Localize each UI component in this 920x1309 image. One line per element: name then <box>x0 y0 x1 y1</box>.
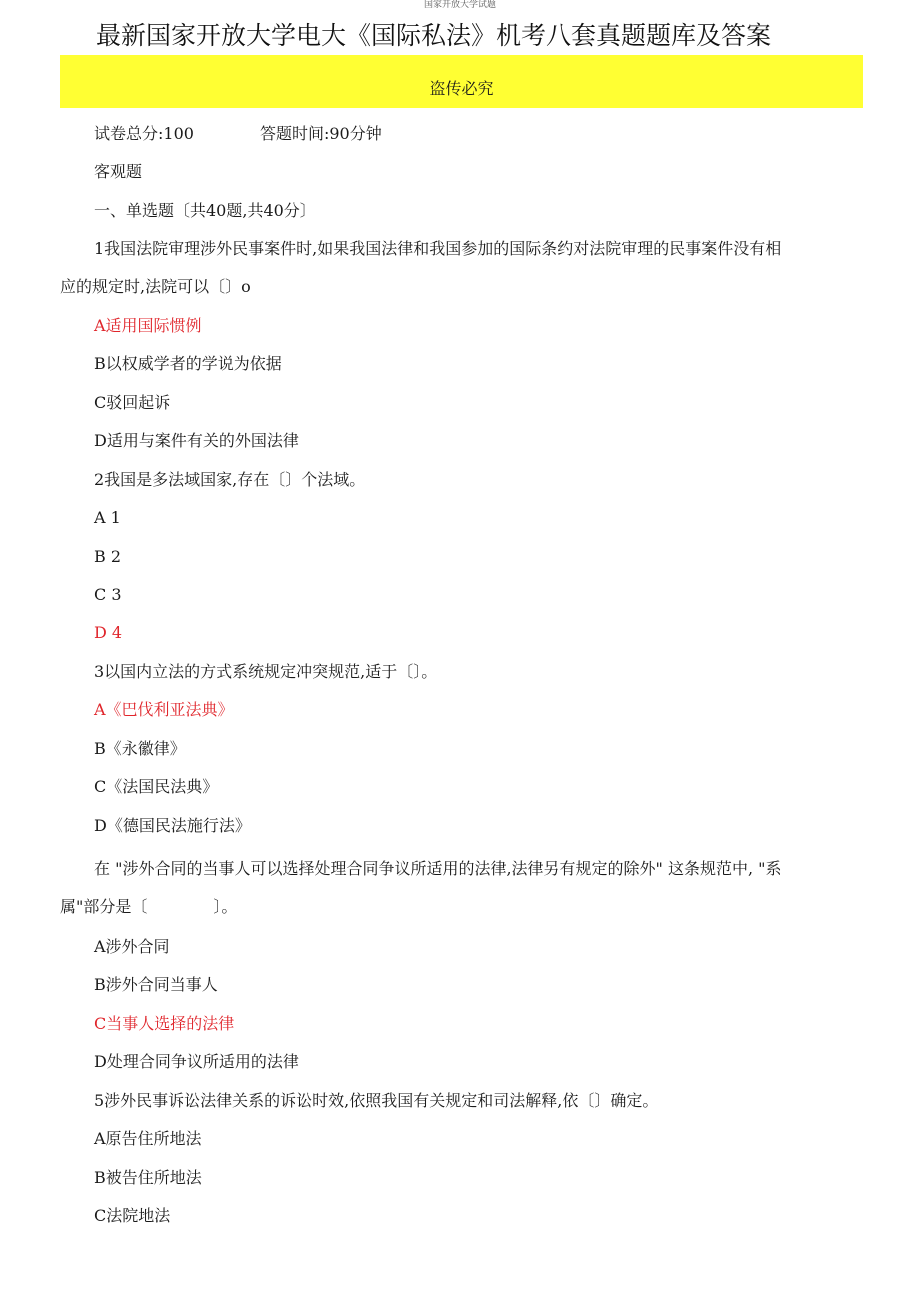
question-2-option-a: A 1 <box>94 508 121 527</box>
question-4-stem <box>60 850 864 926</box>
question-4-option-c: C当事人选择的法律 <box>94 1014 235 1033</box>
question-1-line1: 1我国法院审理涉外民事案件时,如果我国法律和我国参加的国际条约对法院审理的民事案件没有相 <box>94 239 782 258</box>
exam-info <box>94 123 382 145</box>
question-4-line2-start: 属"部分是〔 <box>60 897 148 916</box>
question-4-line1: 在 "涉外合同的当事人可以选择处理合同争议所适用的法律,法律另有规定的除外" 这条规范中, "系 <box>94 859 782 878</box>
question-1-option-c: C驳回起诉 <box>94 393 171 412</box>
question-2-option-c: C 3 <box>94 585 122 604</box>
section-heading: 客观题 <box>94 162 143 181</box>
question-1-line2: 应的规定时,法院可以〔〕o <box>60 277 251 296</box>
question-2-option-d: D 4 <box>94 623 123 642</box>
part-heading: 一、单选题〔共40题,共40分〕 <box>94 201 316 220</box>
total-score: 试卷总分:100 <box>94 124 194 143</box>
question-5-option-c: C法院地法 <box>94 1206 171 1225</box>
question-1-option-b: B以权威学者的学说为依据 <box>94 354 282 373</box>
question-3-option-d: D《德国民法施行法》 <box>94 816 251 835</box>
question-4-line2 <box>60 888 864 926</box>
question-4-option-a: A涉外合同 <box>94 937 170 956</box>
question-4-option-d: D处理合同争议所适用的法律 <box>94 1052 299 1071</box>
question-4-line2-end: 〕。 <box>213 897 238 916</box>
question-3-option-b: B《永徽律》 <box>94 739 186 758</box>
notice-banner <box>60 55 863 108</box>
question-4-option-b: B涉外合同当事人 <box>94 975 218 994</box>
question-3-option-c: C《法国民法典》 <box>94 777 219 796</box>
question-5-option-a: A原告住所地法 <box>94 1129 202 1148</box>
question-1-option-a: A适用国际惯例 <box>94 316 202 335</box>
question-1-option-d: D适用与案件有关的外国法律 <box>94 431 299 450</box>
document-title: 最新国家开放大学电大《国际私法》机考八套真题题库及答案 <box>96 21 772 50</box>
question-2-option-b: B 2 <box>94 547 122 566</box>
page-header: 国家开放大学试题 <box>423 0 496 10</box>
question-3-stem: 3以国内立法的方式系统规定冲突规范,适于〔〕。 <box>94 662 438 681</box>
question-2-stem: 2我国是多法域国家,存在〔〕个法域。 <box>94 470 366 489</box>
question-5-option-b: B被告住所地法 <box>94 1168 202 1187</box>
exam-time: 答题时间:90分钟 <box>259 124 382 143</box>
question-1-stem <box>60 230 864 306</box>
question-5-stem: 5涉外民事诉讼法律关系的诉讼时效,依照我国有关规定和司法解释,依〔〕确定。 <box>94 1091 659 1110</box>
question-3-option-a: A《巴伐利亚法典》 <box>94 700 234 719</box>
banner-text: 盗传必究 <box>429 79 494 98</box>
